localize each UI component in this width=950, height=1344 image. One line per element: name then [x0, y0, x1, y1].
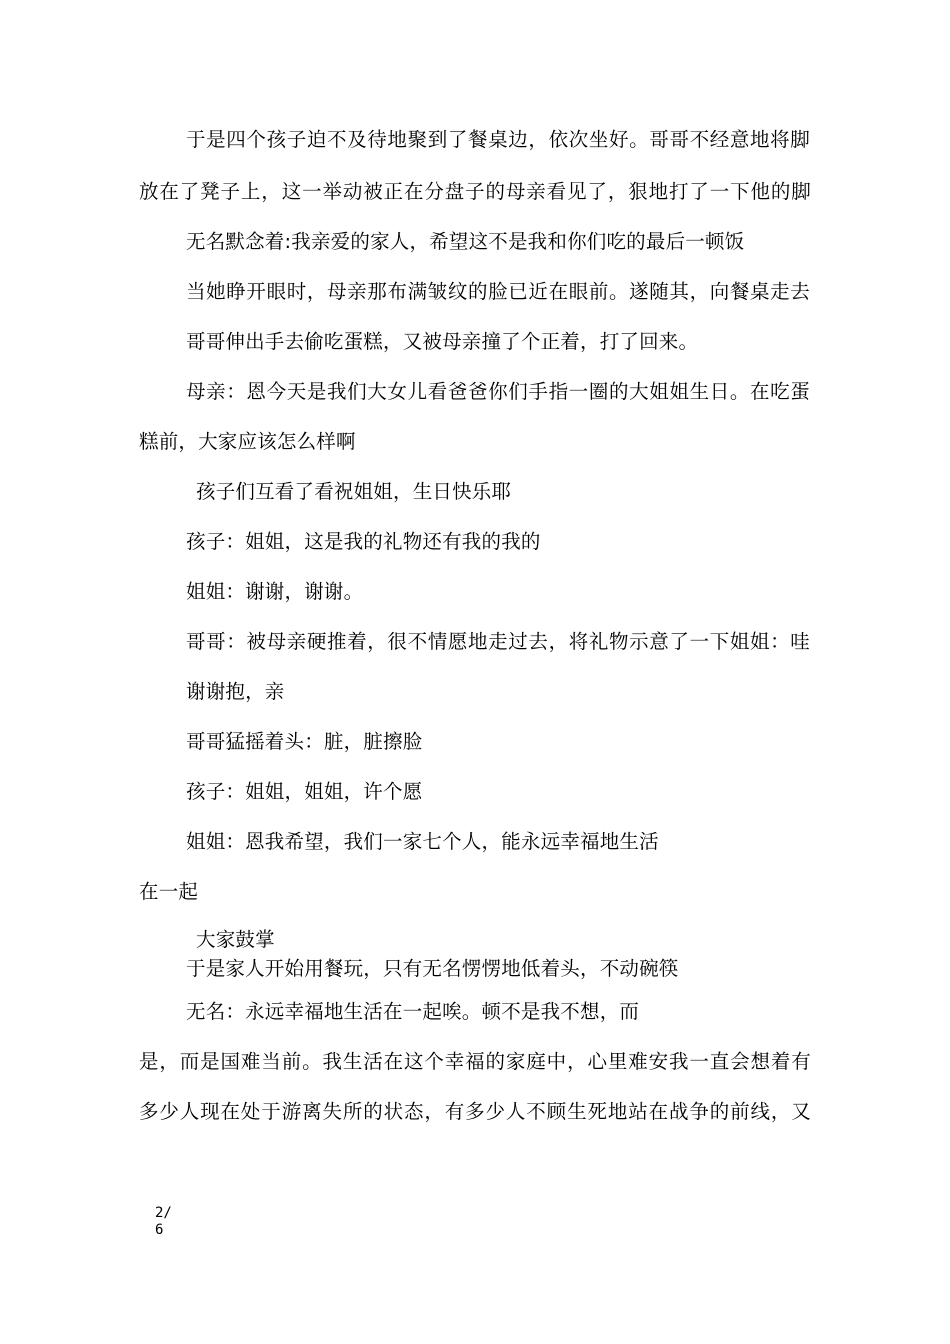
- paragraph-line: 哥哥：被母亲硬推着，很不情愿地走过去，将礼物示意了一下姐姐：哇: [186, 630, 810, 653]
- paragraph-line: 哥哥伸出手去偷吃蛋糕，又被母亲撞了个正着，打了回来。: [186, 330, 699, 353]
- paragraph-line: 是，而是国难当前。我生活在这个幸福的家庭中，心里难安我一直会想着有: [139, 1050, 811, 1073]
- paragraph-line: 于是四个孩子迫不及待地聚到了餐桌边，依次坐好。哥哥不经意地将脚: [186, 128, 810, 151]
- page-number: 2/6: [155, 1205, 172, 1238]
- paragraph-line: 多少人现在处于游离失所的状态，有多少人不顾生死地站在战争的前线，又: [139, 1100, 811, 1123]
- paragraph-line: 无名默念着:我亲爱的家人，希望这不是我和你们吃的最后一顿饭: [186, 230, 745, 253]
- paragraph-line: 于是家人开始用餐玩，只有无名愣愣地低着头，不动碗筷: [186, 957, 679, 980]
- paragraph-line: 无名：永远幸福地生活在一起唉。顿不是我不想，而: [186, 1000, 640, 1023]
- paragraph-line: 姐姐：谢谢，谢谢。: [186, 580, 364, 603]
- paragraph-line: 大家鼓掌: [196, 928, 275, 951]
- paragraph-line: 哥哥猛摇着头：脏，脏擦脸: [186, 730, 423, 753]
- paragraph-line: 当她睁开眼时，母亲那布满皱纹的脸已近在眼前。遂随其，向餐桌走去: [186, 280, 810, 303]
- paragraph-line: 谢谢抱，亲: [186, 680, 285, 703]
- paragraph-line: 在一起: [139, 880, 199, 903]
- paragraph-line: 放在了凳子上，这一举动被正在分盘子的母亲看见了，狠地打了一下他的脚: [139, 180, 811, 203]
- paragraph-line: 姐姐：恩我希望，我们一家七个人，能永远幸福地生活: [186, 830, 659, 853]
- paragraph-line: 糕前，大家应该怎么样啊: [139, 430, 356, 453]
- paragraph-line: 孩子：姐姐，这是我的礼物还有我的我的: [186, 530, 541, 553]
- paragraph-line: 孩子：姐姐，姐姐，许个愿: [186, 780, 423, 803]
- paragraph-line: 孩子们互看了看祝姐姐，生日快乐耶: [196, 480, 512, 503]
- paragraph-line: 母亲：恩今天是我们大女儿看爸爸你们手指一圈的大姐姐生日。在吃蛋: [186, 380, 810, 403]
